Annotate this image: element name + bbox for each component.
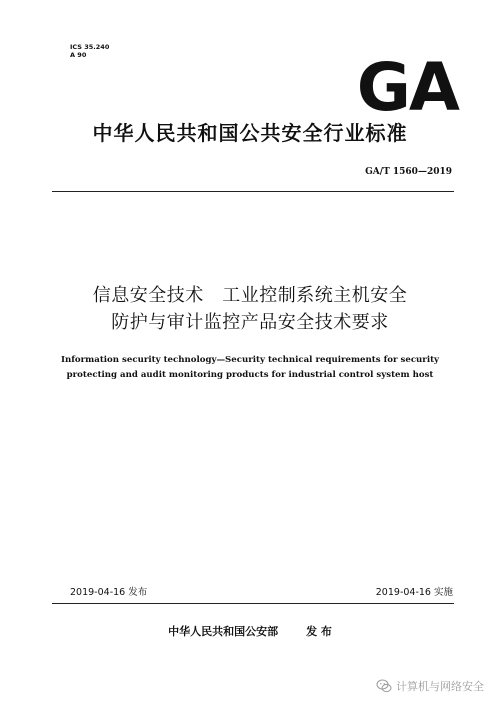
wechat-icon [376, 678, 392, 694]
ics-code: ICS 35.240 [70, 43, 110, 51]
standard-number: GA/T 1560—2019 [365, 167, 452, 177]
bottom-divider [52, 603, 454, 604]
english-title-line-2: protecting and audit monitoring products for industrial control system host [66, 370, 434, 380]
implement-date: 2019-04-16 实施 [375, 587, 453, 598]
english-title-line-1: Information security technology—Security technical requirements for security [60, 355, 440, 365]
issuer [0, 625, 500, 639]
publish-date: 2019-04-16 发布 [70, 587, 148, 598]
standard-category: 中华人民共和国公共安全行业标准 [92, 121, 408, 145]
ga-logo: GA [356, 49, 458, 126]
ccs-code: A 90 [70, 51, 87, 59]
watermark [376, 677, 484, 695]
chinese-title-line-1: 信息安全技术 工业控制系统主机安全 [92, 285, 408, 306]
chinese-title-line-2: 防护与审计监控产品安全技术要求 [111, 312, 389, 333]
issuer-action: 发 布 [306, 625, 332, 638]
top-divider [52, 191, 454, 192]
watermark-text: 计算机与网络安全 [396, 680, 484, 693]
issuer-name: 中华人民共和国公安部 [168, 625, 279, 638]
